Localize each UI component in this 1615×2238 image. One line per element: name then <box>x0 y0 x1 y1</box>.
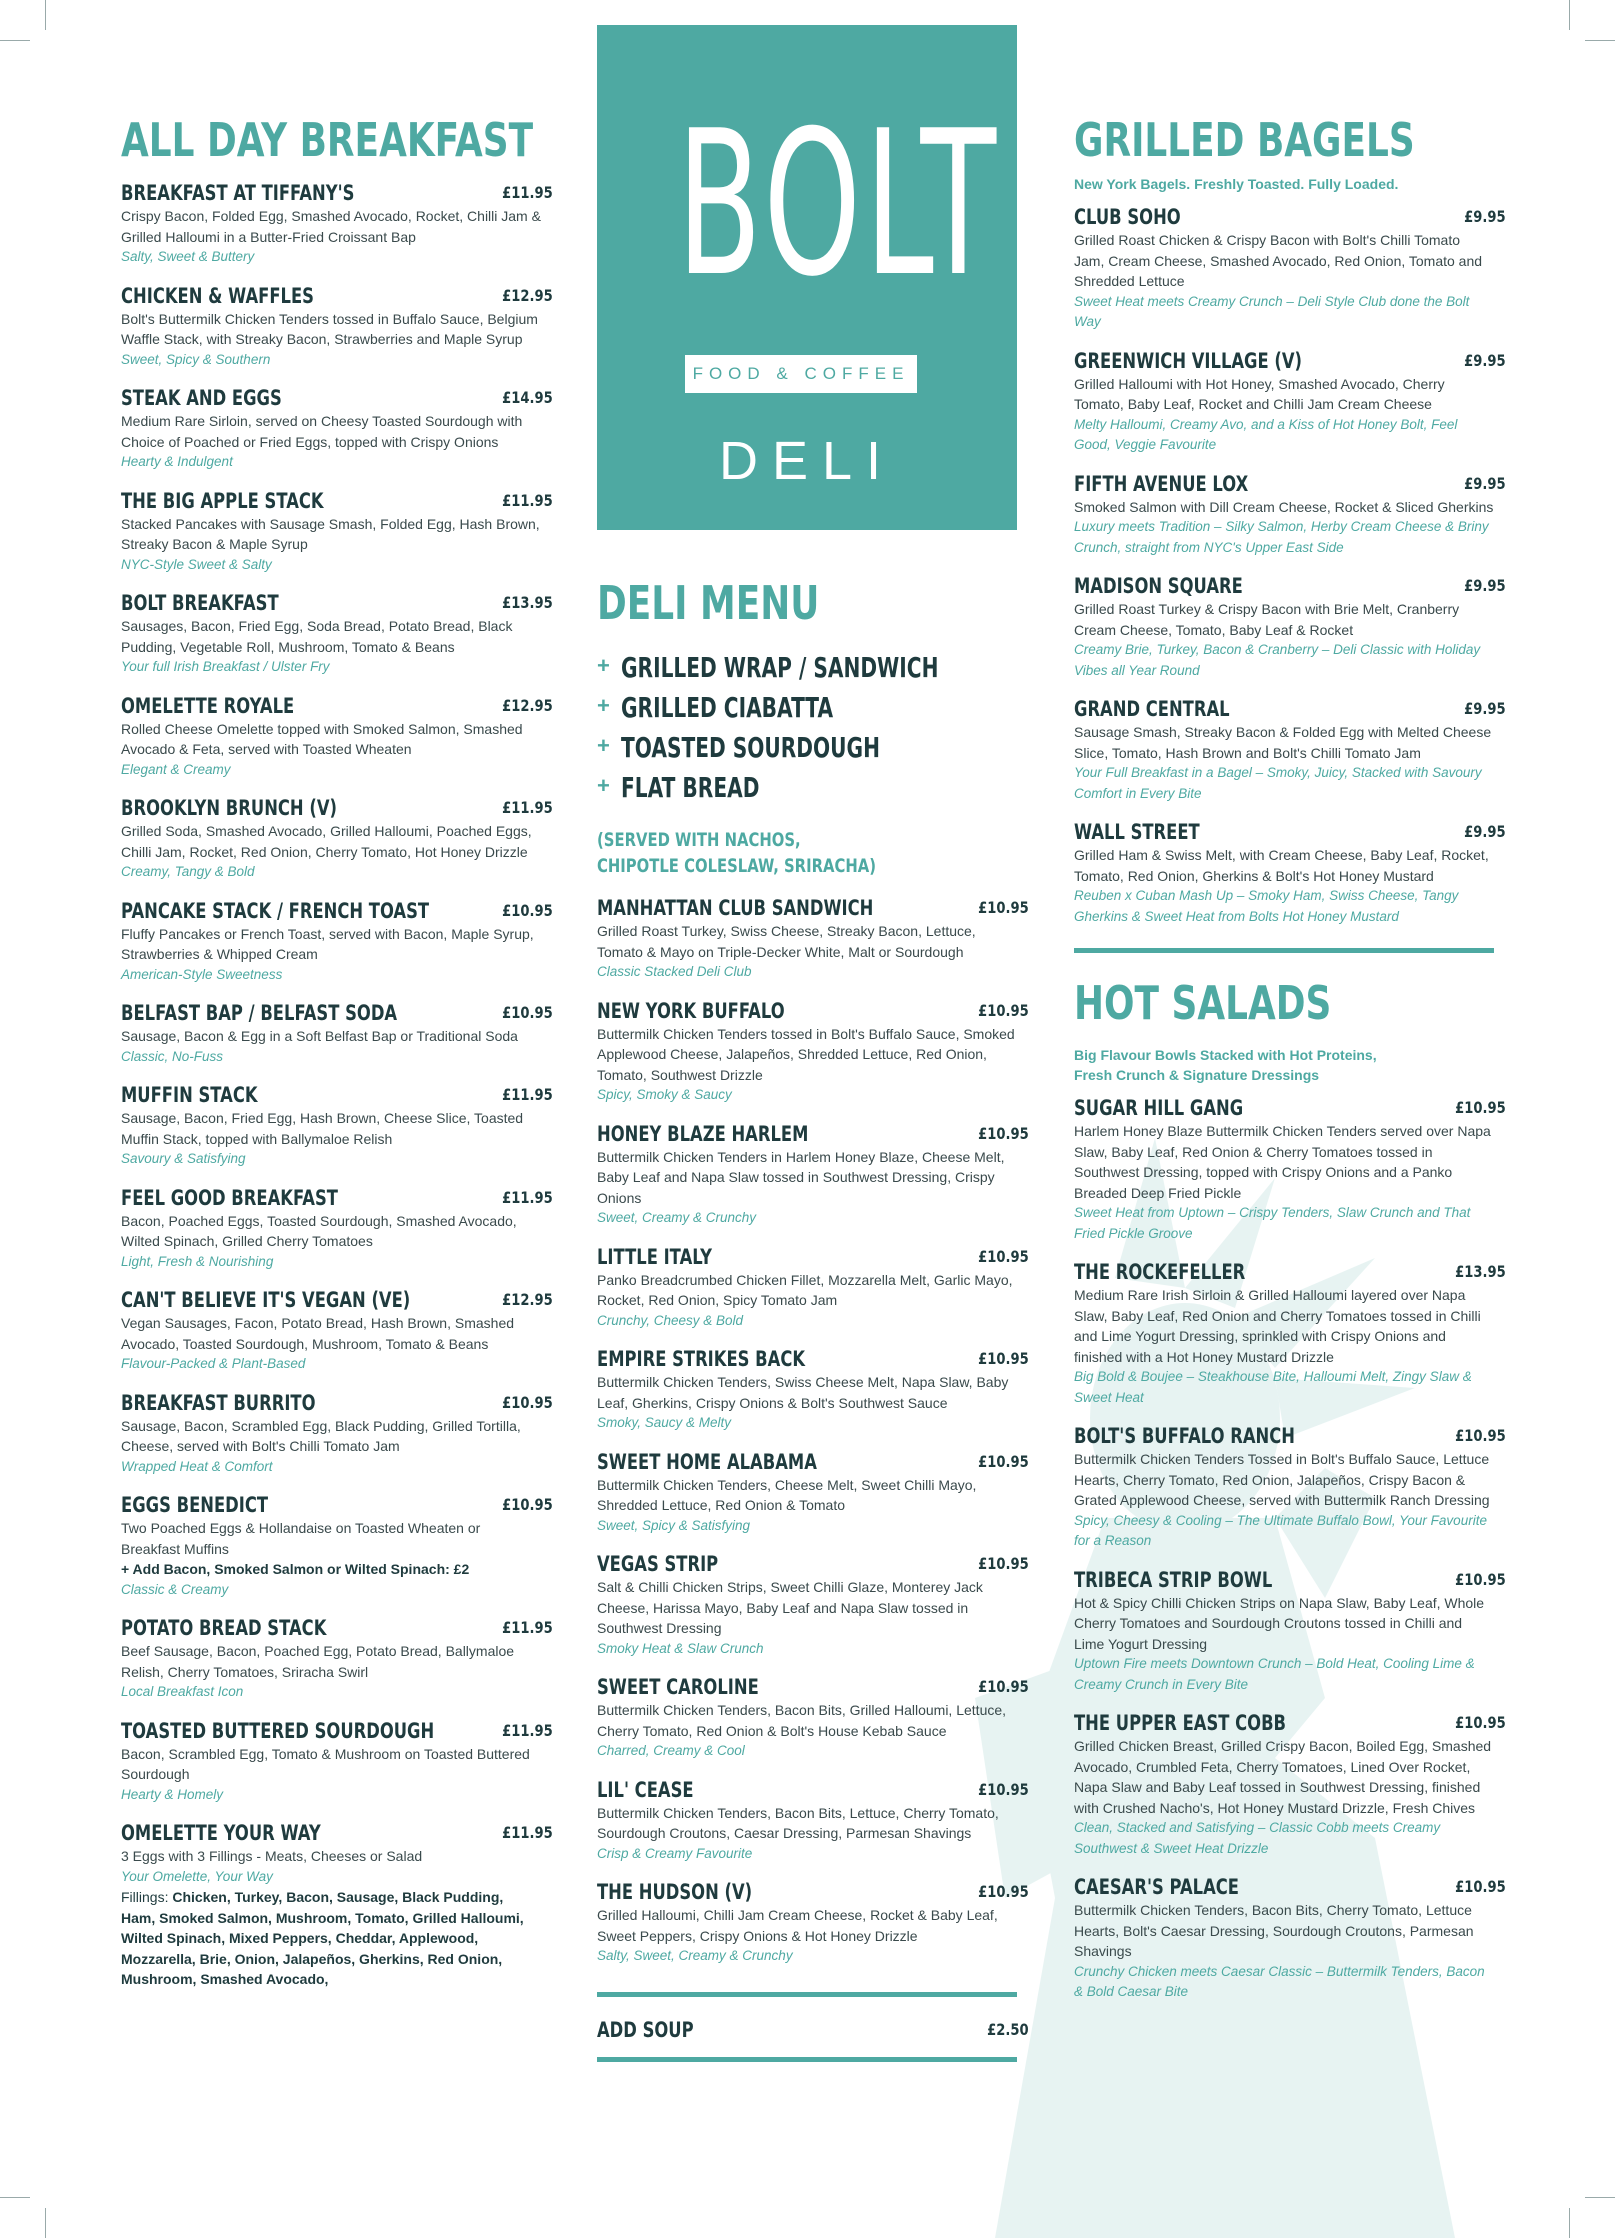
menu-item-price: £10.95 <box>1455 1098 1506 1117</box>
menu-item-price: £9.95 <box>1464 822 1506 841</box>
section-title-breakfast: ALL DAY BREAKFAST <box>121 113 534 167</box>
menu-item <box>1074 819 1506 927</box>
bagels-subtitle: New York Bagels. Freshly Toasted. Fully Loaded. <box>1074 176 1399 192</box>
menu-item-tagline: Creamy, Tangy & Bold <box>121 864 255 879</box>
menu-item <box>1074 1259 1506 1408</box>
menu-item-header <box>597 895 1029 921</box>
crop-mark <box>1585 2197 1615 2198</box>
menu-item-name: SWEET CAROLINE <box>597 1675 759 1699</box>
menu-item-name: CAN'T BELIEVE IT'S VEGAN (VE) <box>121 1288 411 1312</box>
menu-item <box>121 590 553 678</box>
menu-item-header <box>597 1777 1029 1803</box>
menu-item <box>121 1492 553 1600</box>
menu-item-price: £10.95 <box>978 1779 1029 1799</box>
plus-icon: + <box>597 693 610 718</box>
menu-item <box>1074 1095 1506 1244</box>
menu-item-description: Crispy Bacon, Folded Egg, Smashed Avocado, Rocket, Chilli Jam & Grilled Halloumi in a Butter-Fried Croissant Bap <box>121 208 541 245</box>
menu-item-tagline: Classic, No-Fuss <box>121 1048 224 1064</box>
menu-item-tagline: Your full Irish Breakfast / Ulster Fry <box>121 659 330 674</box>
menu-item-name: HONEY BLAZE HARLEM <box>597 1121 809 1146</box>
section-title-salads: HOT SALADS <box>1074 976 1332 1030</box>
menu-item-price: £10.95 <box>502 1392 553 1412</box>
menu-item-header <box>1074 819 1506 845</box>
crop-mark <box>0 40 30 41</box>
menu-item-header <box>121 1615 553 1641</box>
menu-item-price: £10.95 <box>502 1003 553 1022</box>
logo-tagline: FOOD & COFFEE <box>685 355 917 393</box>
menu-item-description: Medium Rare Sirloin, served on Cheesy Toasted Sourdough with Choice of Poached or Fried Eggs, topped with Crispy Onions <box>121 413 523 450</box>
menu-item-tagline: Sweet, Spicy & Southern <box>121 351 271 367</box>
menu-item-description: Two Poached Eggs & Hollandaise on Toasted Wheaten or Breakfast Muffins <box>121 1520 481 1557</box>
menu-item-tagline: Crunchy, Cheesy & Bold <box>597 1312 744 1328</box>
menu-item <box>121 385 553 473</box>
menu-item-price: £10.95 <box>978 1246 1029 1266</box>
menu-item-tagline: Crisp & Creamy Favourite <box>597 1845 753 1861</box>
menu-item-name: GREENWICH VILLAGE (V) <box>1074 348 1303 373</box>
menu-item-header <box>121 385 553 411</box>
menu-item <box>121 1718 553 1806</box>
menu-item-price: £11.95 <box>502 1187 553 1207</box>
menu-item-header <box>121 898 553 924</box>
logo-deli: DELI <box>718 431 896 491</box>
menu-item-description: Buttermilk Chicken Tenders, Cheese Melt, Sweet Chilli Mayo, Shredded Lettuce, Red Onion & Tomato <box>597 1476 977 1513</box>
menu-item-tagline: Spicy, Smoky & Saucy <box>597 1087 732 1102</box>
menu-item-description: Bolt's Buttermilk Chicken Tenders tossed in Buffalo Sauce, Belgium Waffle Stack, with Streaky Bacon, Strawberries and Maple Syrup <box>121 310 538 347</box>
menu-item-name: MANHATTAN CLUB SANDWICH <box>597 896 874 920</box>
plus-icon: + <box>597 653 610 678</box>
menu-item-header <box>597 1449 1029 1475</box>
menu-item-description: Medium Rare Irish Sirloin & Grilled Halloumi layered over Napa Slaw, Baby Leaf, Red Onion and Cherry Tomatoes tossed in Chilli and Lime Yogurt Dressing, sprinkled with Crispy Onions and finished with a Hot Honey Mustard Drizzle <box>1074 1287 1481 1365</box>
menu-item-header <box>121 795 553 821</box>
menu-item-description: Vegan Sausages, Facon, Potato Bread, Hash Brown, Smashed Avocado, Toasted Sourdough, Mushroom, Tomato & Beans <box>121 1315 515 1352</box>
menu-item-price: £9.95 <box>1464 699 1506 718</box>
menu-item-description: Buttermilk Chicken Tenders, Bacon Bits, Cherry Tomato, Lettuce Hearts, Bolt's Caesar Dressing, Sourdough Croutons, Parmesan Shavings <box>1074 1902 1474 1959</box>
menu-item-name: PANCAKE STACK / FRENCH TOAST <box>121 898 430 923</box>
bread-option: + GRILLED WRAP / SANDWICH <box>597 651 939 684</box>
menu-item-name: FEEL GOOD BREAKFAST <box>121 1185 338 1210</box>
bolt-logo <box>597 25 1017 530</box>
breakfast-column <box>121 0 553 2005</box>
menu-item-tagline: Smoky, Saucy & Melty <box>597 1415 732 1430</box>
menu-item <box>597 998 1029 1106</box>
menu-item-name: BREAKFAST BURRITO <box>121 1390 316 1415</box>
menu-item-description: Stacked Pancakes with Sausage Smash, Folded Egg, Hash Brown, Streaky Bacon & Maple Syrup <box>121 515 540 552</box>
menu-item <box>597 1346 1029 1434</box>
menu-item <box>1074 1710 1506 1859</box>
menu-item-description: Sausage, Bacon, Fried Egg, Hash Brown, Cheese Slice, Toasted Muffin Stack, topped with Ballymaloe Relish <box>121 1110 524 1147</box>
menu-item-price: £10.95 <box>502 1495 553 1514</box>
menu-item-header <box>597 998 1029 1024</box>
add-soup-row <box>597 1997 1029 2057</box>
menu-item-description: Grilled Chicken Breast, Grilled Crispy Bacon, Boiled Egg, Smashed Avocado, Crumbled Feta, Cherry Tomatoes, Lined Over Rocket, Napa Slaw and Baby Leaf tossed in Southwest Dressing, finished with Crushed Nacho's, Hot Honey Mustard Drizzle, Fresh Chives <box>1074 1738 1492 1816</box>
menu-item-name: BOLT'S BUFFALO RANCH <box>1074 1424 1295 1448</box>
menu-item-tagline: Spicy, Cheesy & Cooling – The Ultimate Buffalo Bowl, Your Favourite for a Reason <box>1074 1512 1487 1548</box>
menu-item-addon: + Add Bacon, Smoked Salmon or Wilted Spinach: £2 <box>121 1561 470 1577</box>
crop-mark <box>0 2197 30 2198</box>
menu-item-tagline: Hearty & Homely <box>121 1786 224 1802</box>
menu-item-header <box>121 1082 553 1108</box>
menu-item-name: STEAK AND EGGS <box>121 386 282 410</box>
menu-item <box>121 180 553 268</box>
menu-item <box>1074 1874 1506 2003</box>
menu-item-description: Salt & Chilli Chicken Strips, Sweet Chilli Glaze, Monterey Jack Cheese, Harissa Mayo, Baby Leaf and Napa Slaw tossed in Southwest Dressing <box>597 1579 983 1636</box>
menu-item-tagline: Hearty & Indulgent <box>121 454 233 469</box>
salads-subtitle: Big Flavour Bowls Stacked with Hot Proteins, Fresh Crunch & Signature Dressings <box>1074 1047 1377 1083</box>
menu-item-description: 3 Eggs with 3 Fillings - Meats, Cheeses or Salad <box>121 1848 423 1864</box>
menu-item-description: Sausage Smash, Streaky Bacon & Folded Egg with Melted Cheese Slice, Tomato, Hash Brown and Bolt's Chilli Tomato Jam <box>1074 724 1492 761</box>
menu-item-header <box>121 1820 553 1846</box>
menu-item-description: Harlem Honey Blaze Buttermilk Chicken Tenders served over Napa Slaw, Baby Leaf, Red Onion & Cherry Tomatoes tossed in Southwest Dressing, topped with Crispy Onions and a Panko Breaded Deep Fried Pickle <box>1074 1123 1491 1201</box>
menu-item-name: LIL' CEASE <box>597 1777 694 1802</box>
menu-item-header <box>121 1718 553 1744</box>
menu-item-description: Buttermilk Chicken Tenders, Bacon Bits, Grilled Halloumi, Lettuce, Cherry Tomato, Red Onion & Bolt's House Kebab Sauce <box>597 1702 1007 1739</box>
menu-item-price: £9.95 <box>1464 207 1506 226</box>
fillings-list: Chicken, Turkey, Bacon, Sausage, Black Pudding, Ham, Smoked Salmon, Mushroom, Tomato, Grilled Halloumi, Wilted Spinach, Mixed Peppers, Cheddar, Applewood, Mozzarella, Brie, Onion, Jalapeños, Gherkins, Red Onion, Mushroom, Smashed Avocado, <box>121 1889 524 1987</box>
menu-item <box>121 488 553 576</box>
menu-item <box>1074 696 1506 804</box>
bagels-salads-column <box>1074 0 1506 2018</box>
menu-item-header <box>597 1244 1029 1270</box>
menu-item-tagline: Clean, Stacked and Satisfying – Classic Cobb meets Creamy Southwest & Sweet Heat Drizzle <box>1074 1820 1441 1856</box>
menu-item <box>121 1615 553 1703</box>
menu-item-price: £9.95 <box>1464 576 1506 595</box>
menu-item-header <box>1074 471 1506 497</box>
menu-item-header <box>597 1674 1029 1700</box>
menu-item-price: £10.95 <box>1455 1877 1506 1896</box>
menu-item-price: £10.95 <box>978 1451 1029 1471</box>
bread-option: + TOASTED SOURDOUGH <box>597 731 880 764</box>
menu-item-header <box>121 693 553 719</box>
menu-item-header <box>121 590 553 616</box>
menu-item-header <box>121 1492 553 1518</box>
menu-item-header <box>1074 1423 1506 1449</box>
menu-item-tagline: Reuben x Cuban Mash Up – Smoky Ham, Swiss Cheese, Tangy Gherkins & Sweet Heat from Bolts Hot Honey Mustard <box>1074 888 1459 924</box>
menu-item <box>121 1185 553 1273</box>
menu-item-header <box>597 1551 1029 1577</box>
menu-item-price: £9.95 <box>1464 473 1506 493</box>
plus-icon: + <box>597 733 610 758</box>
menu-item-header <box>1074 348 1506 374</box>
menu-item-description: Grilled Soda, Smashed Avocado, Grilled Halloumi, Poached Eggs, Chilli Jam, Rocket, Red Onion, Cherry Tomato, Hot Honey Drizzle <box>121 823 532 860</box>
fillings-label: Fillings: <box>121 1889 169 1905</box>
menu-item-price: £11.95 <box>502 183 553 202</box>
menu-item-name: TOASTED BUTTERED SOURDOUGH <box>121 1718 435 1743</box>
menu-item-name: SUGAR HILL GANG <box>1074 1096 1244 1120</box>
menu-item-tagline: Light, Fresh & Nourishing <box>121 1253 274 1269</box>
menu-item-tagline: Sweet, Creamy & Crunchy <box>597 1210 757 1225</box>
menu-item-price: £10.95 <box>978 1677 1029 1696</box>
salad-items <box>1074 1095 1506 2003</box>
menu-item-name: THE BIG APPLE STACK <box>121 488 324 513</box>
menu-item-price: £11.95 <box>502 798 553 817</box>
menu-item-tagline: Sweet, Spicy & Satisfying <box>597 1517 751 1533</box>
bread-option: + GRILLED CIABATTA <box>597 691 834 724</box>
add-soup-label: ADD SOUP <box>597 2017 694 2042</box>
deli-items <box>597 895 1029 1967</box>
menu-item <box>597 1674 1029 1762</box>
menu-item-tagline: Savoury & Satisfying <box>121 1151 246 1166</box>
menu-item-description: Buttermilk Chicken Tenders tossed in Bolt's Buffalo Sauce, Smoked Applewood Cheese, Jalapeños, Shredded Lettuce, Red Onion, Tomato, Southwest Drizzle <box>597 1025 1015 1083</box>
menu-item <box>597 1244 1029 1332</box>
menu-item-header <box>597 1879 1029 1905</box>
crop-mark <box>45 0 46 30</box>
served-with-note: (SERVED WITH NACHOS, CHIPOTLE COLESLAW, SRIRACHA) <box>597 829 876 877</box>
bread-option: + FLAT BREAD <box>597 771 760 804</box>
menu-item-description: Grilled Roast Turkey & Crispy Bacon with Brie Melt, Cranberry Cream Cheese, Tomato, Baby Leaf & Rocket <box>1074 601 1460 638</box>
menu-item-tagline: Big Bold & Boujee – Steakhouse Bite, Halloumi Melt, Zingy Slaw & Sweet Heat <box>1074 1369 1472 1405</box>
menu-item-name: GRAND CENTRAL <box>1074 697 1230 721</box>
menu-item-description: Sausage, Bacon, Scrambled Egg, Black Pudding, Grilled Tortilla, Cheese, served with Bolt's Chilli Tomato Jam <box>121 1417 521 1454</box>
menu-item-header <box>121 488 553 514</box>
menu-item-tagline: Local Breakfast Icon <box>121 1684 244 1699</box>
menu-item <box>121 693 553 781</box>
menu-item-tagline: Melty Halloumi, Creamy Avo, and a Kiss of Hot Honey Bolt, Feel Good, Veggie Favourite <box>1074 416 1458 452</box>
menu-item <box>1074 1567 1506 1696</box>
crop-mark <box>1569 0 1570 30</box>
menu-item-price: £10.95 <box>1455 1569 1506 1589</box>
menu-item-tagline: Luxury meets Tradition – Silky Salmon, Herby Cream Cheese & Briny Crunch, straight from NYC's Upper East Side <box>1074 519 1489 555</box>
menu-item <box>597 1449 1029 1537</box>
menu-item-name: CAESAR'S PALACE <box>1074 1875 1239 1899</box>
menu-item-header <box>1074 204 1506 230</box>
menu-item-header <box>597 1121 1029 1147</box>
menu-item-tagline: Classic & Creamy <box>121 1581 229 1597</box>
crop-mark <box>1585 40 1615 41</box>
menu-item-price: £12.95 <box>502 285 553 305</box>
menu-item-header <box>121 1287 553 1313</box>
menu-item-tagline: Elegant & Creamy <box>121 761 231 777</box>
logo-wordmark: BOLT <box>676 88 1000 321</box>
menu-item-price: £11.95 <box>502 1823 553 1842</box>
menu-item-name: BROOKLYN BRUNCH (V) <box>121 796 337 820</box>
menu-item <box>1074 573 1506 681</box>
menu-item-tagline: Sweet Heat meets Creamy Crunch – Deli Style Club done the Bolt Way <box>1074 293 1470 329</box>
menu-item <box>121 1082 553 1170</box>
menu-item-name: NEW YORK BUFFALO <box>597 998 785 1023</box>
menu-item-header <box>1074 573 1506 599</box>
menu-item <box>597 1777 1029 1865</box>
menu-item-name: TRIBECA STRIP BOWL <box>1074 1567 1273 1592</box>
bagel-items <box>1074 204 1506 927</box>
menu-item-description: Fluffy Pancakes or French Toast, served with Bacon, Maple Syrup, Strawberries & Whipped Cream <box>121 925 534 962</box>
menu-item-tagline: Creamy Brie, Turkey, Bacon & Cranberry – Deli Classic with Holiday Vibes all Year Round <box>1074 642 1481 678</box>
plus-icon: + <box>597 773 610 798</box>
menu-item-price: £9.95 <box>1464 350 1506 370</box>
menu-item-header <box>1074 1874 1506 1900</box>
menu-item-price: £12.95 <box>502 1290 553 1309</box>
menu-item-name: MADISON SQUARE <box>1074 574 1243 598</box>
menu-item-tagline: Sweet Heat from Uptown – Crispy Tenders, Slaw Crunch and That Fried Pickle Groove <box>1074 1205 1471 1241</box>
menu-item-price: £13.95 <box>502 593 553 612</box>
menu-item-description: Grilled Roast Chicken & Crispy Bacon with Bolt's Chilli Tomato Jam, Cream Cheese, Smashed Avocado, Red Onion, Tomato and Shredded Lettuce <box>1074 232 1483 289</box>
divider <box>597 2057 1017 2062</box>
menu-item-price: £12.95 <box>502 695 553 715</box>
menu-item-price: £10.95 <box>978 1123 1029 1143</box>
menu-item-price: £10.95 <box>1455 1426 1506 1445</box>
deli-column <box>597 575 1029 2062</box>
menu-item-name: THE HUDSON (V) <box>597 1880 753 1904</box>
menu-item-name: EGGS BENEDICT <box>121 1493 269 1517</box>
menu-item <box>597 1121 1029 1229</box>
menu-item-name: EMPIRE STRIKES BACK <box>597 1347 806 1371</box>
menu-item-tagline: Smoky Heat & Slaw Crunch <box>597 1640 764 1656</box>
menu-item-price: £11.95 <box>502 1720 553 1740</box>
menu-item-name: WALL STREET <box>1074 820 1200 844</box>
menu-item-description: Sausages, Bacon, Fried Egg, Soda Bread, Potato Bread, Black Pudding, Vegetable Roll, Mushroom, Tomato & Beans <box>121 618 513 655</box>
menu-item-description: Beef Sausage, Bacon, Poached Egg, Potato Bread, Ballymaloe Relish, Cherry Tomatoes, Sriracha Swirl <box>121 1643 515 1680</box>
menu-item <box>121 898 553 986</box>
menu-item <box>597 1879 1029 1967</box>
menu-item-name: THE UPPER EAST COBB <box>1074 1711 1287 1735</box>
menu-item-description: Buttermilk Chicken Tenders, Bacon Bits, Lettuce, Cherry Tomato, Sourdough Croutons, Caesar Dressing, Parmesan Shavings <box>597 1804 999 1841</box>
menu-item-tagline: Charred, Creamy & Cool <box>597 1743 745 1758</box>
menu-item-tagline: NYC-Style Sweet & Salty <box>121 556 272 572</box>
menu-item-description: Grilled Halloumi with Hot Honey, Smashed Avocado, Cherry Tomato, Baby Leaf, Rocket and Chilli Jam Cream Cheese <box>1074 375 1445 412</box>
menu-item-name: THE ROCKEFELLER <box>1074 1260 1246 1284</box>
crop-mark <box>45 2208 46 2238</box>
menu-item-description: Smoked Salmon with Dill Cream Cheese, Rocket & Sliced Gherkins <box>1074 498 1494 515</box>
menu-item-name: CLUB SOHO <box>1074 205 1181 229</box>
menu-item-price: £10.95 <box>978 898 1029 917</box>
menu-item-header <box>1074 1567 1506 1593</box>
add-soup-price: £2.50 <box>987 2019 1029 2039</box>
menu-item-price: £10.95 <box>978 1554 1029 1573</box>
menu-item-description: Bacon, Poached Eggs, Toasted Sourdough, Smashed Avocado, Wilted Spinach, Grilled Cherry Tomatoes <box>121 1212 517 1249</box>
menu-item-price: £10.95 <box>978 1882 1029 1901</box>
menu-item-name: VEGAS STRIP <box>597 1552 719 1576</box>
section-title-bagels: GRILLED BAGELS <box>1074 113 1415 167</box>
menu-item-tagline: Classic Stacked Deli Club <box>597 964 752 979</box>
menu-item-price: £10.95 <box>978 1349 1029 1368</box>
menu-item-name: SWEET HOME ALABAMA <box>597 1449 817 1474</box>
menu-item-name: LITTLE ITALY <box>597 1244 713 1269</box>
menu-item <box>1074 204 1506 333</box>
menu-item-description: Hot & Spicy Chilli Chicken Strips on Napa Slaw, Baby Leaf, Whole Cherry Tomatoes and Sourdough Croutons tossed in Chilli and Lime Yogurt Dressing <box>1074 1594 1485 1652</box>
menu-item-price: £10.95 <box>978 1000 1029 1020</box>
section-title-deli: DELI MENU <box>597 576 820 630</box>
menu-item-tagline: Flavour-Packed & Plant-Based <box>121 1356 306 1371</box>
menu-item-header <box>121 1390 553 1416</box>
menu-item-name: CHICKEN & WAFFLES <box>121 283 314 308</box>
menu-item-header <box>121 180 553 206</box>
menu-item-tagline: Wrapped Heat & Comfort <box>121 1458 273 1474</box>
menu-item-tagline: Salty, Sweet, Creamy & Crunchy <box>597 1948 793 1963</box>
menu-item-price: £10.95 <box>502 900 553 920</box>
menu-item-price: £13.95 <box>1455 1262 1506 1281</box>
menu-item-price: £11.95 <box>502 490 553 510</box>
menu-item-name: BOLT BREAKFAST <box>121 591 279 615</box>
menu-item-name: FIFTH AVENUE LOX <box>1074 471 1249 496</box>
menu-item-description: Grilled Ham & Swiss Melt, with Cream Cheese, Baby Leaf, Rocket, Tomato, Red Onion, Gherkins & Bolt's Hot Honey Mustard <box>1074 847 1489 884</box>
menu-item-description: Bacon, Scrambled Egg, Tomato & Mushroom on Toasted Buttered Sourdough <box>121 1745 530 1782</box>
menu-item-tagline: Salty, Sweet & Buttery <box>121 249 255 264</box>
menu-item <box>121 1000 553 1067</box>
menu-item-tagline: Crunchy Chicken meets Caesar Classic – Buttermilk Tenders, Bacon & Bold Caesar Bite <box>1074 1963 1485 1999</box>
menu-item-description: Grilled Roast Turkey, Swiss Cheese, Streaky Bacon, Lettuce, Tomato & Mayo on Triple-Decker White, Malt or Sourdough <box>597 923 976 960</box>
menu-item-header <box>1074 1710 1506 1736</box>
menu-item-description: Grilled Halloumi, Chilli Jam Cream Cheese, Rocket & Baby Leaf, Sweet Peppers, Crispy Onions & Hot Honey Drizzle <box>597 1907 998 1944</box>
menu-item-name: OMELETTE YOUR WAY <box>121 1821 321 1845</box>
menu-item-price: £11.95 <box>502 1085 553 1104</box>
menu-item <box>121 1390 553 1478</box>
menu-item-header <box>121 1000 553 1026</box>
menu-item-description: Buttermilk Chicken Tenders, Swiss Cheese Melt, Napa Slaw, Baby Leaf, Gherkins, Crispy Onions & Bolt's Southwest Sauce <box>597 1374 1009 1411</box>
menu-item-description: Panko Breadcrumbed Chicken Fillet, Mozzarella Melt, Garlic Mayo, Rocket, Red Onion, Spicy Tomato Jam <box>597 1271 1013 1308</box>
menu-item-tagline: Uptown Fire meets Downtown Crunch – Bold Heat, Cooling Lime & Creamy Crunch in Every Bite <box>1074 1656 1475 1692</box>
menu-item-fillings <box>121 1887 541 1990</box>
menu-item <box>597 895 1029 983</box>
menu-item-price: £11.95 <box>502 1618 553 1637</box>
menu-item-price: £10.95 <box>1455 1713 1506 1732</box>
menu-item-header <box>121 1185 553 1211</box>
menu-item-name: BELFAST BAP / BELFAST SODA <box>121 1001 398 1025</box>
menu-item-name: MUFFIN STACK <box>121 1083 258 1107</box>
menu-item-description: Buttermilk Chicken Tenders in Harlem Honey Blaze, Cheese Melt, Baby Leaf and Napa Slaw tossed in Southwest Dressing, Crispy Onions <box>597 1148 1005 1206</box>
menu-item-name: POTATO BREAD STACK <box>121 1616 327 1640</box>
menu-item-name: BREAKFAST AT TIFFANY'S <box>121 181 355 205</box>
menu-item <box>1074 1423 1506 1552</box>
bread-options <box>597 649 1017 809</box>
menu-item-header <box>597 1346 1029 1372</box>
menu-item <box>121 283 553 371</box>
menu-item-header <box>1074 1095 1506 1121</box>
menu-item-description: Rolled Cheese Omelette topped with Smoked Salmon, Smashed Avocado & Feta, served with Toasted Wheaten <box>121 720 523 757</box>
menu-item <box>121 795 553 883</box>
menu-item-header <box>121 283 553 309</box>
menu-item <box>1074 471 1506 559</box>
menu-item-name: OMELETTE ROYALE <box>121 693 295 718</box>
menu-item-tagline: Your Full Breakfast in a Bagel – Smoky, Juicy, Stacked with Savoury Comfort in Every Bite <box>1074 765 1482 801</box>
menu-item <box>1074 348 1506 456</box>
menu-item <box>121 1287 553 1375</box>
breakfast-items <box>121 180 553 1990</box>
menu-item <box>121 1820 553 1990</box>
menu-item-header <box>1074 1259 1506 1285</box>
menu-item <box>597 1551 1029 1659</box>
menu-item-tagline: Your Omelette, Your Way <box>121 1868 273 1884</box>
menu-item-description: Sausage, Bacon & Egg in a Soft Belfast Bap or Traditional Soda <box>121 1028 518 1044</box>
menu-item-header <box>1074 696 1506 722</box>
menu-item-description: Buttermilk Chicken Tenders Tossed in Bolt's Buffalo Sauce, Lettuce Hearts, Cherry Tomato, Red Onion, Jalapeños, Crispy Bacon & Grated Applewood Cheese, served with Buttermilk Ranch Dressing <box>1074 1451 1490 1508</box>
menu-item-price: £14.95 <box>502 388 553 407</box>
menu-item-tagline: American-Style Sweetness <box>121 966 283 982</box>
